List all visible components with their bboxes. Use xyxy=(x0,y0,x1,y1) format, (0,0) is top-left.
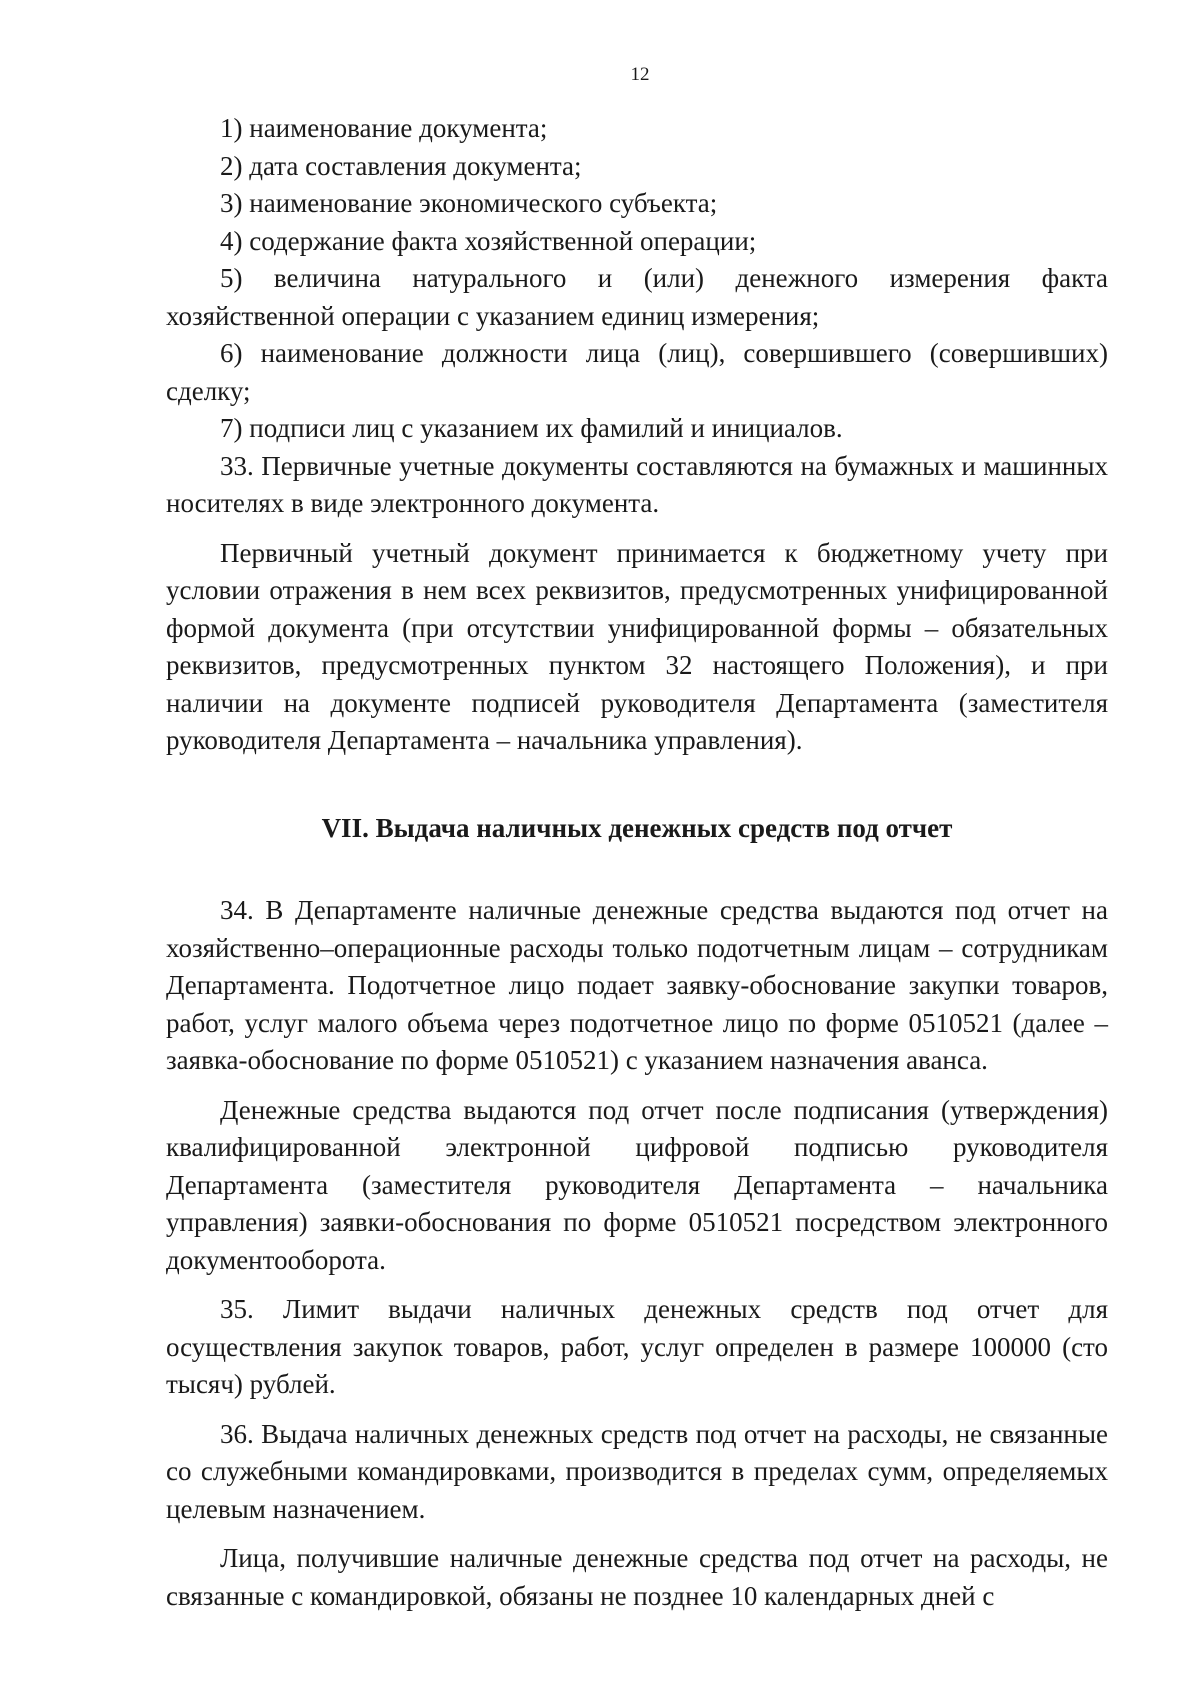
section-heading: VII. Выдача наличных денежных средств под отчет xyxy=(321,812,953,843)
paragraph-34: 34. В Департаменте наличные денежные средства выдаются под отчет на хозяйственно–операционные расходы только подотчетным лицам – сотрудникам Департамента. Подотчетное лицо подает заявку-обоснование закупки товаров, работ, услуг малого объема через подотчетное лицо по форме 0510521 (далее – заявка-обоснование по форме 0510521) с указанием назначения аванса. xyxy=(166,895,1108,1075)
paragraph-33-continued: Первичный учетный документ принимается к бюджетному учету при условии отражения в нем всех реквизитов, предусмотренных унифицированной формой документа (при отсутствии унифицированной формы – обязательных реквизитов, предусмотренных пунктом 32 настоящего Положения), и при наличии на документе подписей руководителя Департамента (заместителя руководителя Департамента – начальника управления). xyxy=(166,537,1108,755)
list-item: 5) величина натурального и (или) денежного измерения факта хозяйственной операции с указанием единиц измерения; xyxy=(166,263,1108,331)
paragraph-36-continued: Лица, получившие наличные денежные средства под отчет на расходы, не связанные с командировкой, обязаны не позднее 10 календарных дней с xyxy=(166,1543,1108,1611)
list-item: 1) наименование документа; xyxy=(220,113,548,143)
page-number: 12 xyxy=(630,64,650,85)
list-item: 2) дата составления документа; xyxy=(220,150,582,181)
list-item: 6) наименование должности лица (лиц), совершившего (совершивших) сделку; xyxy=(166,338,1108,406)
paragraph-33: 33. Первичные учетные документы составляются на бумажных и машинных носителях в виде электронного документа. xyxy=(166,450,1108,518)
list-item: 7) подписи лиц с указанием их фамилий и инициалов. xyxy=(220,413,843,443)
paragraph-35: 35. Лимит выдачи наличных денежных средств под отчет для осуществления закупок товаров, работ, услуг определен в размере 100000 (сто тысяч) рублей. xyxy=(166,1294,1108,1399)
paragraph-36: 36. Выдача наличных денежных средств под отчет на расходы, не связанные со служебными командировками, производится в пределах сумм, определяемых целевым назначением. xyxy=(166,1418,1108,1524)
document-body xyxy=(166,110,1108,1615)
list-item: 4) содержание факта хозяйственной операции; xyxy=(220,225,757,256)
list-item: 3) наименование экономического субъекта; xyxy=(220,188,718,218)
paragraph-34-continued: Денежные средства выдаются под отчет после подписания (утверждения) квалифицированной электронной цифровой подписью руководителя Департамента (заместителя руководителя Департамента – начальника управления) заявки-обоснования по форме 0510521 посредством электронного документооборота. xyxy=(166,1094,1108,1275)
